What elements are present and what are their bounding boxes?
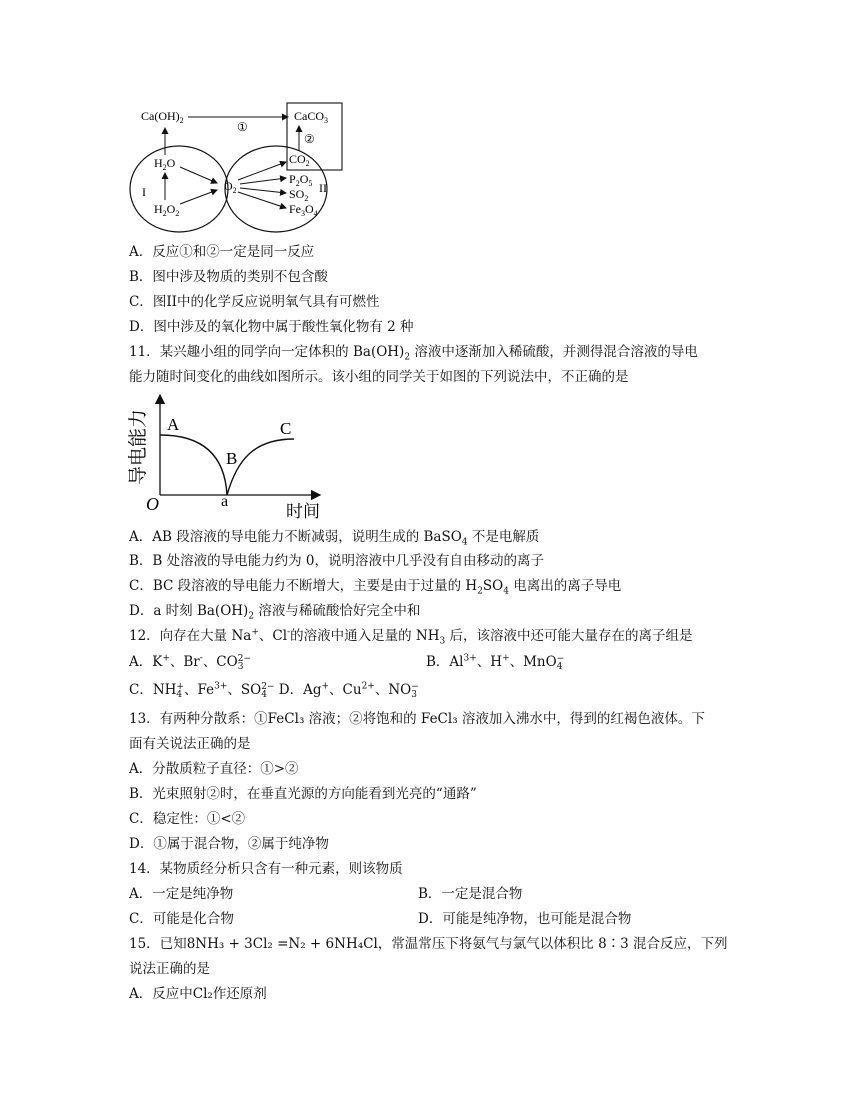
q11-option-a: A．AB 段溶液的导电能力不断减弱，说明生成的 BaSO$_4$ 不是电解质 [129,529,540,548]
tick-a-label: a [221,493,229,510]
co2-label: $CO_2$ [289,152,310,168]
arrow-o2-p2o5 [240,178,286,184]
fe3o4-label: $Fe_3O_4$ [289,202,318,218]
q14-option-c: C．可能是化合物 [129,911,234,927]
q10-option-a: A．反应①和②一定是同一反应 [129,244,315,260]
q13-stem-line2: 面有关说法正确的是 [129,736,251,752]
q14-option-a: A．一定是纯净物 [129,886,234,902]
q12-option-b: B．$Al^{3+}$、H+、MnO − 4 [426,653,565,672]
q11-stem-line2: 能力随时间变化的曲线如图所示。该小组的同学关于如图的下列说法中，不正确的是 [129,369,629,385]
q15-stem-line1: 15．已知8NH₃ + 3Cl₂ =N₂ + 6NH₄Cl，常温常压下将氨气与氯气以体积比 8∶3 混合反应，下列 [129,936,728,952]
q13-option-d: D．①属于混合物，②属于纯净物 [129,836,329,852]
arrow-o2-co2 [238,162,286,180]
q11-option-b: B．B 处溶液的导电能力约为 0，说明溶液中几乎没有自由移动的离子 [129,553,545,569]
conductivity-chart [124,393,334,523]
q13-option-b: B．光束照射②时，在垂直光源的方向能看到光亮的“通路” [129,786,477,802]
q11-option-c: C．BC 段溶液的导电能力不断增大，主要是由于过量的 $H_2SO_4$ 电离出的离子导电 [129,578,622,597]
q14-stem: 14．某物质经分析只含有一种元素，则该物质 [129,861,403,877]
q10-option-d: D．图中涉及的氧化物中属于酸性氧化物有 2 种 [129,319,414,335]
roman-I: I [142,185,146,199]
h2o-label: $H_2O$ [154,156,176,172]
q12-option-c-d: C．NH + 4 、$Fe^{3+}$、SO 2− 4 D．Ag+、$Cu^{2+}$、NO − 3 [129,681,419,700]
q11-stem-line1: 11．某兴趣小组的同学向一定体积的 $Ba(OH)_2$ 溶液中逐渐加入稀硫酸，并测得混合溶液的导电 [129,344,698,363]
arrow-o2-so2 [240,188,286,193]
q13-option-c: C．稳定性：①<② [129,811,246,827]
so2-label: $SO_2$ [289,187,309,203]
q13-option-a: A．分散质粒子直径：①>② [129,761,299,777]
q10-option-c: C．图II中的化学反应说明氧气具有可燃性 [129,294,380,310]
q14-option-d: D．可能是纯净物，也可能是混合物 [418,911,632,927]
o2-label: $O_2$ [224,179,237,195]
circle-II [225,146,327,232]
arrow-2-label: ② [304,132,315,146]
origin-label: O [146,494,159,514]
y-axis-label: 导电能力 [128,408,149,485]
q11-option-d: D．a 时刻 $Ba(OH)_2$ 溶液与稀硫酸恰好完全中和 [129,603,421,622]
q13-stem-line1: 13．有两种分散系：①FeCl₃ 溶液；②将饱和的 FeCl₃ 溶液加入沸水中，得到的红褐色液体。下 [129,711,705,727]
arrow-h2o-o2 [180,167,217,183]
q15-stem-line2: 说法正确的是 [129,961,210,977]
arrow-h2o2-o2 [180,190,217,204]
q14-option-b: B．一定是混合物 [418,886,523,902]
caoh2-label: $Ca(OH)_2$ [141,109,184,125]
q12-option-a: A．K+、Br-、CO 2− 3 [129,653,251,672]
p2o5-label: $P_2O_5$ [289,172,313,188]
roman-II: II [319,181,327,195]
q12-stem: 12．向存在大量 Na+、Cl-的溶液中通入足量的 $NH_3$ 后，该溶液中还可能大量存在的离子组是 [129,627,693,647]
q10-option-b: B．图中涉及物质的类别不包含酸 [129,269,328,285]
caco3-label: CaCO$_3$ [294,109,328,125]
arrow-o2-fe3o4 [238,192,286,208]
q15-equation: 8NH₃ + 3Cl₂ =N₂ + 6NH₄Cl [186,936,378,952]
x-axis-label: 时间 [286,502,320,521]
point-a-label: A [167,415,180,434]
reaction-diagram [128,100,368,235]
arrow-1-label: ① [237,120,248,134]
h2o2-label: $H_2O_2$ [154,202,180,218]
q15-option-a: A．反应中Cl₂作还原剂 [129,986,267,1002]
point-c-label: C [280,419,292,438]
point-b-label: B [226,449,238,468]
